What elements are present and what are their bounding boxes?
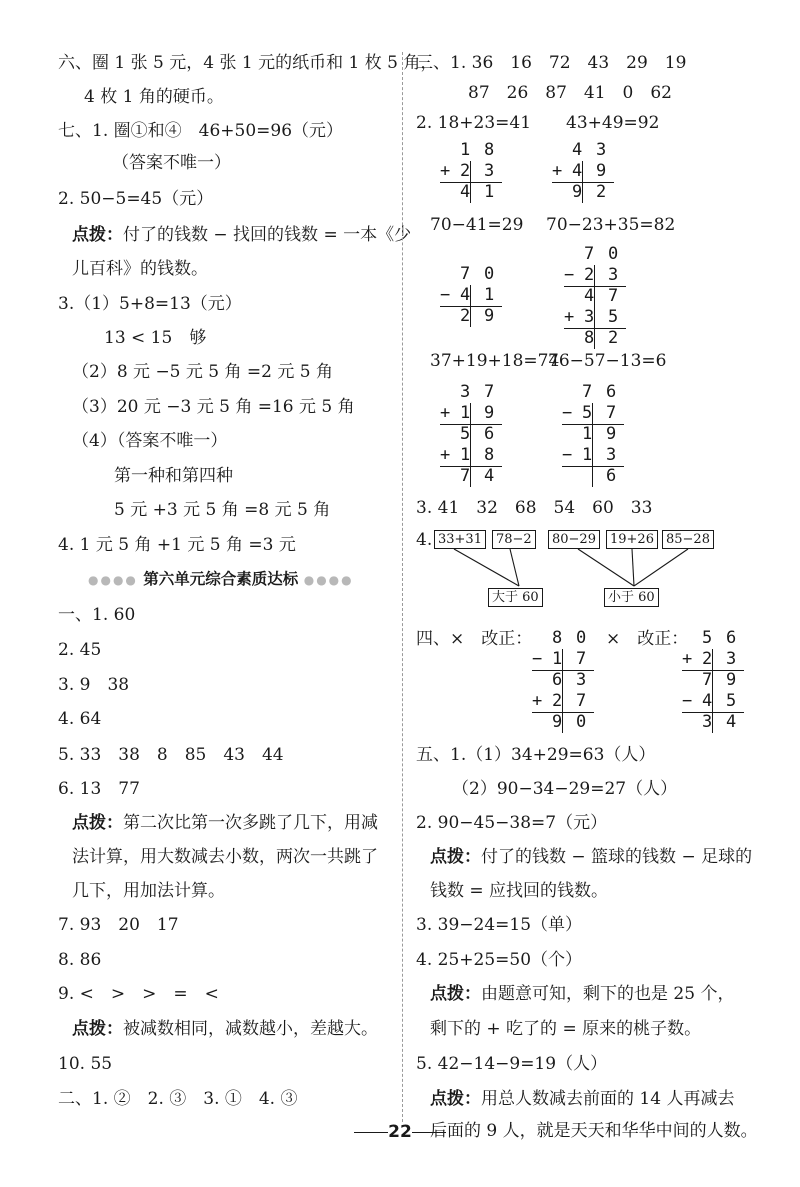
- calc-digit: 1: [460, 445, 471, 465]
- calc-digit: 1: [484, 182, 495, 202]
- answer-line: 4.: [416, 530, 433, 550]
- answer-line: 二、1. ② 2. ③ 3. ① 4. ③: [58, 1089, 298, 1109]
- calc-operator: +: [440, 403, 451, 423]
- calc-row: [564, 328, 628, 349]
- answer-line: 3. 41 32 68 54 60 33: [416, 498, 653, 518]
- answer-line: 2. 50−5=45（元）: [58, 189, 214, 209]
- calc-divider: [470, 403, 471, 487]
- tip-line: [430, 846, 752, 868]
- calc-digit: 0: [576, 712, 587, 732]
- calc-row: [682, 712, 746, 733]
- calc-digit: 8: [552, 628, 563, 648]
- calc-row: [440, 285, 504, 306]
- answer-line: 七、1. 圈①和④ 46+50=96（元）: [58, 121, 344, 141]
- vertical-calc-76-minus-57-minus-13: [562, 382, 626, 487]
- answer-line: 6. 13 77: [58, 779, 140, 799]
- answer-line: 4. 1 元 5 角 +1 元 5 角 =3 元: [58, 535, 296, 555]
- tip-line: [72, 1018, 378, 1040]
- calc-digit: 9: [596, 161, 607, 181]
- calc-row: [440, 264, 504, 285]
- tip-text: 被减数相同，减数越小，差越大。: [123, 1019, 378, 1039]
- vertical-calc-18-plus-23: [440, 140, 504, 203]
- calc-digit: 8: [484, 140, 495, 160]
- calc-operator: +: [682, 649, 693, 669]
- answer-line: 4 枚 1 角的硬币。: [84, 87, 224, 107]
- calc-digit: 6: [726, 628, 737, 648]
- calc-digit: 4: [702, 691, 713, 711]
- calc-digit: 9: [606, 424, 617, 444]
- answer-line: （答案不唯一）: [112, 153, 231, 173]
- calc-row: [532, 649, 596, 670]
- tip-line: [72, 812, 378, 834]
- connector-line: [578, 549, 634, 586]
- answer-line: 第一种和第四种: [114, 466, 233, 486]
- calc-operator: +: [552, 161, 563, 181]
- footer-rule-left: [354, 1132, 388, 1133]
- vertical-calc-correction-56: [682, 628, 746, 733]
- calc-digit: 6: [484, 424, 495, 444]
- calc-digit: 3: [460, 382, 471, 402]
- expression-box: 78−2: [492, 530, 536, 549]
- expression-box: 33+31: [434, 530, 486, 549]
- calc-row: [562, 382, 626, 403]
- tip-line: 法计算，用大数减去小数，两次一共跳了: [72, 847, 378, 867]
- connector-line: [634, 549, 688, 586]
- calc-divider: [562, 649, 563, 733]
- calc-row: [440, 466, 504, 487]
- calc-row: [552, 182, 616, 203]
- column-divider: [402, 52, 403, 1122]
- calc-digit: 5: [608, 307, 619, 327]
- calc-row: [440, 182, 504, 203]
- calc-operator: −: [562, 403, 573, 423]
- calc-row: [562, 466, 626, 487]
- calc-row: [552, 140, 616, 161]
- expression-box: 85−28: [662, 530, 714, 549]
- answer-line: 六、圈 1 张 5 元，4 张 1 元的纸币和 1 枚 5 角，: [58, 53, 438, 73]
- tip-text: 由题意可知，剩下的也是 25 个，: [481, 984, 735, 1004]
- tip-line: 钱数 = 应找回的钱数。: [430, 881, 609, 901]
- answer-line: 2. 45: [58, 640, 102, 660]
- tip-line: [430, 983, 734, 1005]
- calc-digit: 3: [608, 265, 619, 285]
- calc-digit: 5: [726, 691, 737, 711]
- calc-digit: 3: [726, 649, 737, 669]
- calc-digit: 4: [572, 161, 583, 181]
- calc-digit: 3: [606, 445, 617, 465]
- calc-digit: 2: [596, 182, 607, 202]
- calc-divider: [594, 265, 595, 349]
- tip-text: 付了的钱数 − 找回的钱数 = 一本《少: [123, 225, 412, 245]
- calc-digit: 1: [582, 424, 593, 444]
- calc-digit: 0: [576, 628, 587, 648]
- calc-row: [532, 691, 596, 712]
- connector-line: [632, 549, 634, 586]
- vertical-calc-correction-80: [532, 628, 596, 733]
- calc-digit: 5: [582, 403, 593, 423]
- calc-divider: [712, 649, 713, 733]
- calc-digit: 6: [606, 382, 617, 402]
- answer-line: 87 26 87 41 0 62: [468, 83, 672, 103]
- calc-divider: [470, 285, 471, 327]
- calc-digit: 4: [484, 466, 495, 486]
- calc-digit: 1: [582, 445, 593, 465]
- section-title-text: 第六单元综合素质达标: [143, 570, 299, 588]
- result-box-greater: 大于 60: [488, 588, 543, 607]
- calc-digit: 8: [484, 445, 495, 465]
- calc-row: [532, 712, 596, 733]
- answer-line: 43+49=92: [566, 113, 660, 133]
- answer-line: 3. 39−24=15（单）: [416, 915, 583, 935]
- calc-row: [682, 691, 746, 712]
- calc-digit: 0: [608, 244, 619, 264]
- calc-digit: 7: [702, 670, 713, 690]
- calc-digit: 2: [608, 328, 619, 348]
- calc-row: [532, 670, 596, 691]
- calc-digit: 2: [460, 306, 471, 326]
- calc-digit: 7: [576, 649, 587, 669]
- calc-digit: 6: [606, 466, 617, 486]
- tip-label: 点拨：: [72, 225, 123, 245]
- calc-row: [682, 628, 746, 649]
- vertical-calc-43-plus-49: [552, 140, 616, 203]
- calc-row: [440, 424, 504, 445]
- calc-digit: 5: [460, 424, 471, 444]
- tip-line: 后面的 9 人，就是天天和华华中间的人数。: [430, 1121, 758, 1141]
- calc-row: [564, 265, 628, 286]
- answer-line: 2. 90−45−38=7（元）: [416, 813, 608, 833]
- footer-rule-right: [412, 1132, 446, 1133]
- calc-digit: 3: [702, 712, 713, 732]
- tip-text: 付了的钱数 − 篮球的钱数 − 足球的: [481, 847, 753, 867]
- calc-operator: −: [562, 445, 573, 465]
- calc-row: [440, 161, 504, 182]
- calc-row: [440, 306, 504, 327]
- calc-digit: 9: [484, 306, 495, 326]
- answer-line: 10. 55: [58, 1054, 113, 1074]
- calc-divider: [470, 161, 471, 203]
- answer-line: 五、1.（1）34+29=63（人）: [416, 745, 656, 765]
- answer-line: 3. 9 38: [58, 675, 130, 695]
- calc-digit: 6: [552, 670, 563, 690]
- tip-line: 几下，用加法计算。: [72, 881, 225, 901]
- answer-line: 三、1. 36 16 72 43 29 19: [416, 53, 687, 73]
- section-title: [88, 568, 354, 591]
- dots-decoration-right: ●●●●: [303, 573, 354, 587]
- calc-divider: [582, 161, 583, 203]
- tip-line: [72, 224, 411, 246]
- calc-digit: 9: [484, 403, 495, 423]
- answer-line: 70−41=29: [430, 215, 524, 235]
- calc-digit: 7: [608, 286, 619, 306]
- connector-line: [510, 549, 519, 586]
- tip-label: 点拨：: [430, 1089, 481, 1109]
- answer-line: × 改正：: [606, 629, 689, 649]
- calc-digit: 2: [584, 265, 595, 285]
- answer-line: （4）（答案不唯一）: [72, 431, 228, 451]
- calc-digit: 9: [552, 712, 563, 732]
- calc-row: [440, 140, 504, 161]
- answer-line: 37+19+18=74: [430, 351, 560, 371]
- calc-operator: −: [440, 285, 451, 305]
- calc-digit: 7: [460, 264, 471, 284]
- calc-digit: 8: [584, 328, 595, 348]
- calc-digit: 4: [460, 285, 471, 305]
- calc-digit: 4: [584, 286, 595, 306]
- calc-digit: 1: [484, 285, 495, 305]
- calc-row: [562, 445, 626, 466]
- vertical-calc-70-minus-23-plus-35: [564, 244, 628, 349]
- answer-line: 4. 64: [58, 709, 102, 729]
- answer-line: 2. 18+23=41: [416, 113, 532, 133]
- dots-decoration-left: ●●●●: [88, 573, 138, 587]
- calc-row: [564, 307, 628, 328]
- calc-digit: 5: [702, 628, 713, 648]
- calc-row: [564, 244, 628, 265]
- calc-operator: −: [532, 649, 543, 669]
- result-box-less: 小于 60: [604, 588, 659, 607]
- calc-digit: 7: [606, 403, 617, 423]
- calc-operator: +: [564, 307, 575, 327]
- calc-row: [440, 382, 504, 403]
- answer-line: （3）20 元 −3 元 5 角 =16 元 5 角: [72, 397, 355, 417]
- answer-line: 一、1. 60: [58, 605, 136, 625]
- connector-lines: [416, 548, 776, 588]
- answer-line: 8. 86: [58, 950, 102, 970]
- tip-line: [430, 1088, 734, 1110]
- calc-digit: 4: [726, 712, 737, 732]
- calc-row: [682, 670, 746, 691]
- calc-digit: 1: [552, 649, 563, 669]
- answer-line: 13 < 15 够: [104, 328, 207, 348]
- calc-digit: 1: [460, 403, 471, 423]
- answer-line: 5. 33 38 8 85 43 44: [58, 745, 284, 765]
- calc-digit: 0: [484, 264, 495, 284]
- calc-operator: +: [440, 445, 451, 465]
- calc-row: [562, 403, 626, 424]
- calc-operator: −: [682, 691, 693, 711]
- calc-digit: 4: [460, 182, 471, 202]
- answer-line: 4. 25+25=50（个）: [416, 950, 583, 970]
- calc-row: [552, 161, 616, 182]
- calc-row: [532, 628, 596, 649]
- calc-digit: 3: [576, 670, 587, 690]
- expression-box: 80−29: [548, 530, 600, 549]
- tip-line: 剩下的 + 吃了的 = 原来的桃子数。: [430, 1019, 702, 1039]
- tip-text: 第二次比第一次多跳了几下，用减: [123, 813, 378, 833]
- calc-digit: 9: [726, 670, 737, 690]
- vertical-calc-70-minus-41: [440, 264, 504, 327]
- page-number: 22: [388, 1122, 412, 1142]
- tip-label: 点拨：: [72, 1019, 123, 1039]
- answer-line: 5 元 +3 元 5 角 =8 元 5 角: [114, 500, 331, 520]
- calc-digit: 3: [584, 307, 595, 327]
- answer-line: （2）90−34−29=27（人）: [452, 779, 678, 799]
- tip-label: 点拨：: [430, 847, 481, 867]
- calc-row: [562, 424, 626, 445]
- calc-row: [564, 286, 628, 307]
- calc-row: [440, 445, 504, 466]
- calc-digit: 9: [572, 182, 583, 202]
- calc-digit: 1: [460, 140, 471, 160]
- answer-line: 76−57−13=6: [548, 351, 667, 371]
- calc-digit: 7: [582, 382, 593, 402]
- calc-digit: 7: [576, 691, 587, 711]
- tip-text: 用总人数减去前面的 14 人再减去: [481, 1089, 735, 1109]
- calc-digit: 2: [702, 649, 713, 669]
- tip-label: 点拨：: [72, 813, 123, 833]
- vertical-calc-37-plus-19-plus-18: [440, 382, 504, 487]
- calc-digit: 7: [484, 382, 495, 402]
- answer-line: 3.（1）5+8=13（元）: [58, 294, 242, 314]
- tip-label: 点拨：: [430, 984, 481, 1004]
- calc-digit: 7: [460, 466, 471, 486]
- calc-operator: −: [564, 265, 575, 285]
- calc-divider: [592, 403, 593, 487]
- answer-line: 9. < > > = <: [58, 984, 219, 1004]
- calc-digit: 3: [596, 140, 607, 160]
- calc-digit: 3: [484, 161, 495, 181]
- calc-digit: 7: [584, 244, 595, 264]
- calc-row: [682, 649, 746, 670]
- calc-digit: 2: [552, 691, 563, 711]
- calc-operator: +: [532, 691, 543, 711]
- calc-row: [440, 403, 504, 424]
- calc-digit: 4: [572, 140, 583, 160]
- calc-digit: 2: [460, 161, 471, 181]
- tip-line: 儿百科》的钱数。: [72, 259, 208, 279]
- answer-line: 70−23+35=82: [546, 215, 676, 235]
- answer-line: 5. 42−14−9=19（人）: [416, 1054, 608, 1074]
- connector-line: [454, 549, 519, 586]
- calc-operator: +: [440, 161, 451, 181]
- page-footer: [0, 1122, 800, 1142]
- answer-line: （2）8 元 −5 元 5 角 =2 元 5 角: [72, 362, 334, 382]
- answer-line: 四、× 改正：: [416, 629, 533, 649]
- expression-box: 19+26: [606, 530, 658, 549]
- answer-line: 7. 93 20 17: [58, 915, 179, 935]
